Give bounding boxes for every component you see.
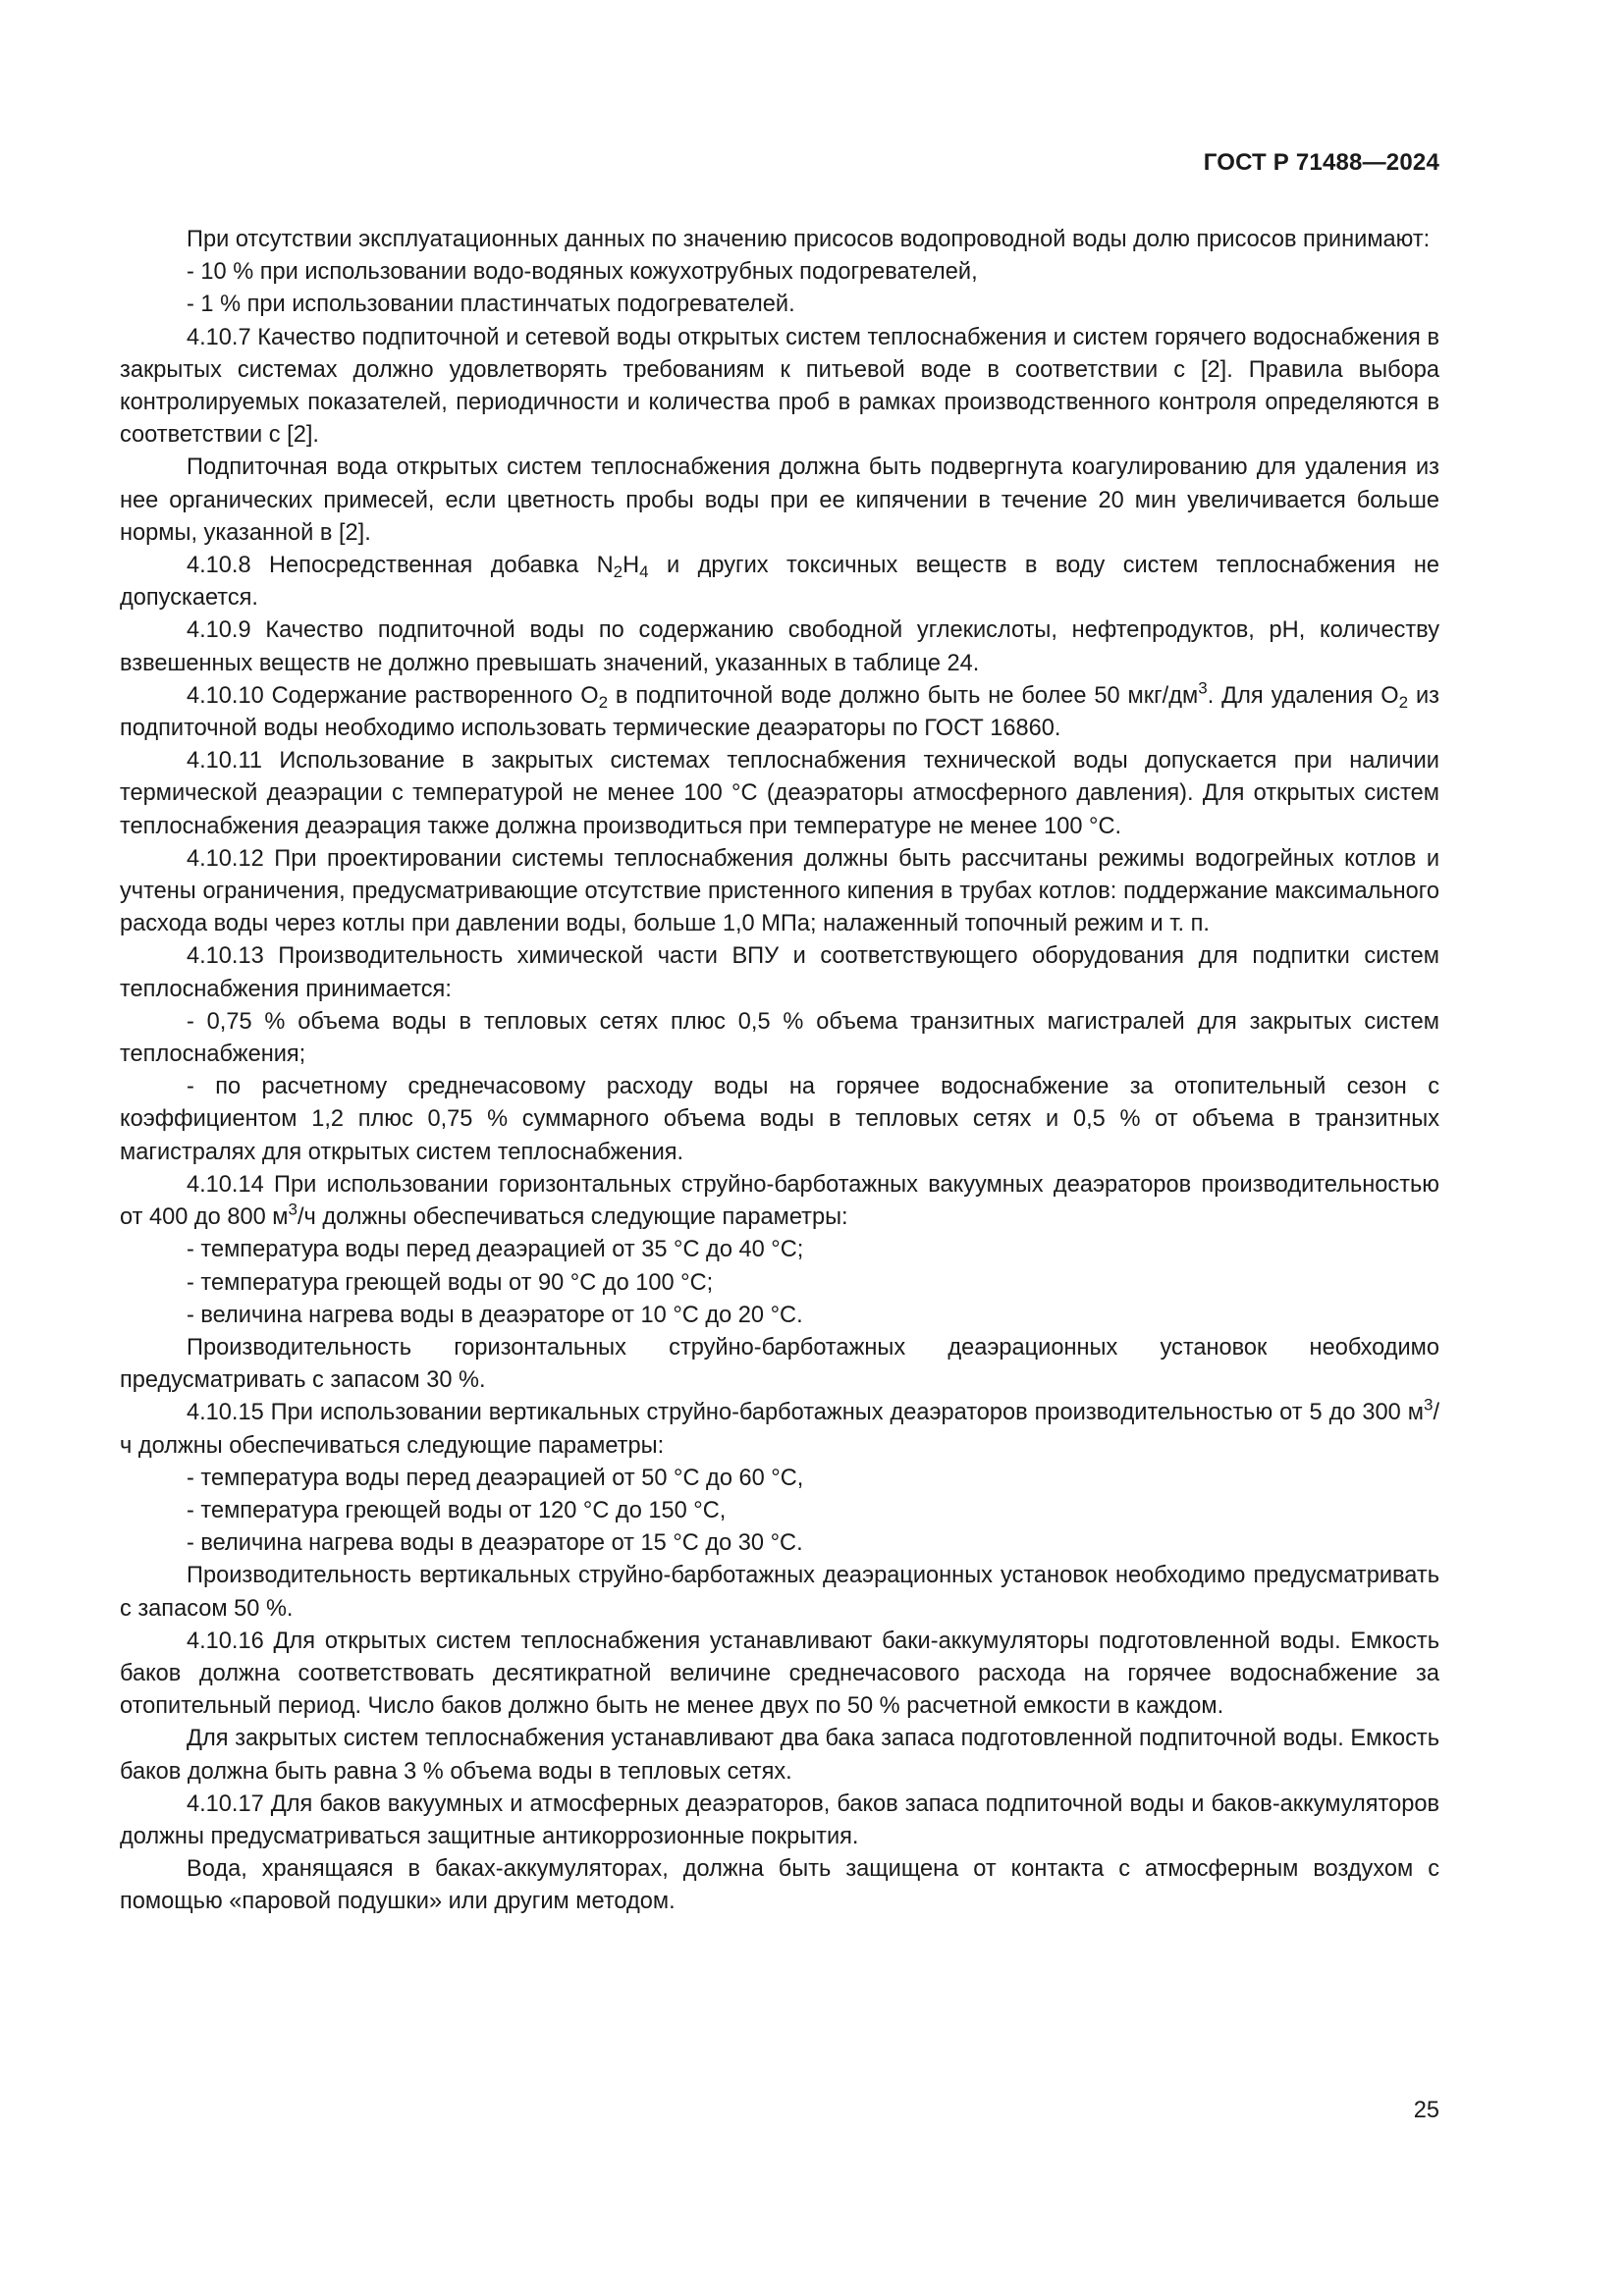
superscript: 3 [288,1200,298,1219]
text-run: . Для удаления O [1207,682,1399,709]
paragraph [120,224,1439,256]
text-run: - по расчетному среднечасовому расходу воды на горячее водоснабжение за отопительный сезон с коэффициентом 1,2 плюс 0,75 % суммарного объема воды в тепловых сетях и 0,5 % от объема в транзитных магистралях для открытых систем теплоснабжения. [120,1074,1439,1165]
text-run: - величина нагрева воды в деаэраторе от 10 °C до 20 °C. [187,1302,803,1328]
text-run: - 1 % при использовании пластинчатых подогревателей. [187,292,795,318]
text-run: 4.10.16 Для открытых систем теплоснабжения устанавливают баки-аккумуляторы подготовленной воды. Емкость баков должна соответствовать десятикратной величине среднечасового расхода на горячее водоснабжение за отопительный период. Число баков должно быть не менее двух по 50 % расчетной емкости в каждом. [120,1628,1439,1720]
paragraph [120,1789,1439,1853]
text-run: - температура воды перед деаэрацией от 50 °C до 60 °C, [187,1465,804,1491]
text-run: /ч должны обеспечиваться следующие параметры: [120,1400,1439,1459]
paragraph [120,1397,1439,1462]
text-run: 4.10.7 Качество подпиточной и сетевой воды открытых систем теплоснабжения и систем горячего водоснабжения в закрытых системах должно удовлетворять требованиям к питьевой воде в соответствии с [2]. Правила выбора контролируемых показателей, периодичности и количества проб в рамках производственного контроля определяются в соответствии с [2]. [120,324,1439,449]
text-run: H [623,553,640,579]
text-run: 4.10.13 Производительность химической части ВПУ и соответствующего оборудования для подпитки систем теплоснабжения принимается: [120,943,1439,1002]
text-run: /ч должны обеспечиваться следующие параметры: [297,1204,848,1231]
text-run: 4.10.10 Содержание растворенного O [187,682,599,709]
text-run: - температура воды перед деаэрацией от 35 °C до 40 °C; [187,1237,804,1263]
list-item [120,1234,1439,1266]
subscript: 4 [639,562,649,582]
paragraph [120,452,1439,550]
subscript: 2 [1398,692,1409,712]
paragraph [120,1006,1439,1071]
paragraph [120,614,1439,679]
list-item [120,1300,1439,1332]
paragraph [120,1853,1439,1918]
text-run: Для закрытых систем теплоснабжения устанавливают два бака запаса подготовленной подпиточной воды. Емкость баков должна быть равна 3 % объема воды в тепловых сетях. [120,1726,1439,1785]
paragraph [120,1626,1439,1724]
paragraph [120,550,1439,614]
paragraph [120,680,1439,745]
paragraph [120,322,1439,453]
text-run: 4.10.12 При проектировании системы теплоснабжения должны быть рассчитаны режимы водогрейных котлов и учтены ограничения, предусматривающие отсутствие пристенного кипения в трубах котлов: поддержание максимального расхода воды через котлы при давлении воды, больше 1,0 МПа; налаженный топочный режим и т. п. [120,845,1439,937]
document-body [120,224,1439,1919]
text-run: Производительность горизонтальных струйно-барботажных деаэрационных установок необходимо предусматривать с запасом 30 %. [120,1334,1439,1394]
text-run: 4.10.14 При использовании горизонтальных струйно-барботажных вакуумных деаэраторов производительностью от 400 до 800 м [120,1171,1439,1231]
paragraph [120,1071,1439,1169]
paragraph [120,1723,1439,1788]
text-run: 4.10.8 Непосредственная добавка N [187,553,614,579]
text-run: При отсутствии эксплуатационных данных по значению присосов водопроводной воды долю присосов принимают: [187,227,1431,252]
subscript: 2 [613,562,623,582]
list-item [120,1495,1439,1527]
text-run: 4.10.9 Качество подпиточной воды по содержанию свободной углекислоты, нефтепродуктов, pH, количеству взвешенных веществ не должно превышать значений, указанных в таблице 24. [120,617,1439,676]
text-run: 4.10.15 При использовании вертикальных струйно-барботажных деаэраторов производительностью от 5 до 300 м [187,1400,1424,1426]
paragraph [120,1169,1439,1234]
superscript: 3 [1423,1395,1434,1415]
page-number: 25 [1413,2098,1439,2123]
text-run: Производительность вертикальных струйно-барботажных деаэрационных установок необходимо предусматривать с запасом 50 %. [120,1563,1439,1622]
text-run: - температура греющей воды от 90 °C до 100 °C; [187,1269,714,1296]
paragraph [120,1560,1439,1625]
text-run: и других токсичных веществ в воду систем теплоснабжения не допускается. [120,553,1440,612]
text-run: в подпиточной воде должно быть не более 50 мкг/дм [608,682,1199,709]
text-run: - температура греющей воды от 120 °C до 150 °C, [187,1497,727,1523]
text-run: - 10 % при использовании водо-водяных кожухотрубных подогревателей, [187,259,978,286]
text-run: Подпиточная вода открытых систем теплоснабжения должна быть подвергнута коагулированию для удаления из нее органических примесей, если цветность пробы воды при ее кипячении в течение 20 мин увеличивается больше нормы, указанной в [2]. [120,454,1439,546]
list-item [120,289,1439,321]
list-item [120,1267,1439,1300]
paragraph [120,745,1439,843]
text-run: 4.10.17 Для баков вакуумных и атмосферных деаэраторов, баков запаса подпиточной воды и баков-аккумуляторов должны предусматриваться защитные антикоррозионные покрытия. [120,1790,1439,1849]
text-run: - величина нагрева воды в деаэраторе от 15 °C до 30 °C. [187,1530,803,1557]
text-run: 4.10.11 Использование в закрытых системах теплоснабжения технической воды допускается при наличии термической деаэрации с температурой не менее 100 °C (деаэраторы атмосферного давления). Для открытых систем теплоснабжения деаэрация также должна производиться при температуре не менее 100 °C. [120,748,1439,839]
text-run: Вода, хранящаяся в баках-аккумуляторах, должна быть защищена от контакта с атмосферным воздухом с помощью «паровой подушки» или другим методом. [120,1856,1439,1915]
text-run: из подпиточной воды необходимо использовать термические деаэраторы по ГОСТ 16860. [120,682,1439,742]
text-run: - 0,75 % объема воды в тепловых сетях плюс 0,5 % объема транзитных магистралей для закрытых систем теплоснабжения; [120,1008,1439,1068]
list-item [120,1527,1439,1560]
list-item [120,1463,1439,1495]
list-item [120,256,1439,289]
subscript: 2 [598,692,609,712]
superscript: 3 [1198,678,1208,698]
paragraph [120,843,1439,941]
paragraph [120,1332,1439,1397]
paragraph [120,940,1439,1005]
document-code-header: ГОСТ Р 71488—2024 [1203,149,1439,176]
